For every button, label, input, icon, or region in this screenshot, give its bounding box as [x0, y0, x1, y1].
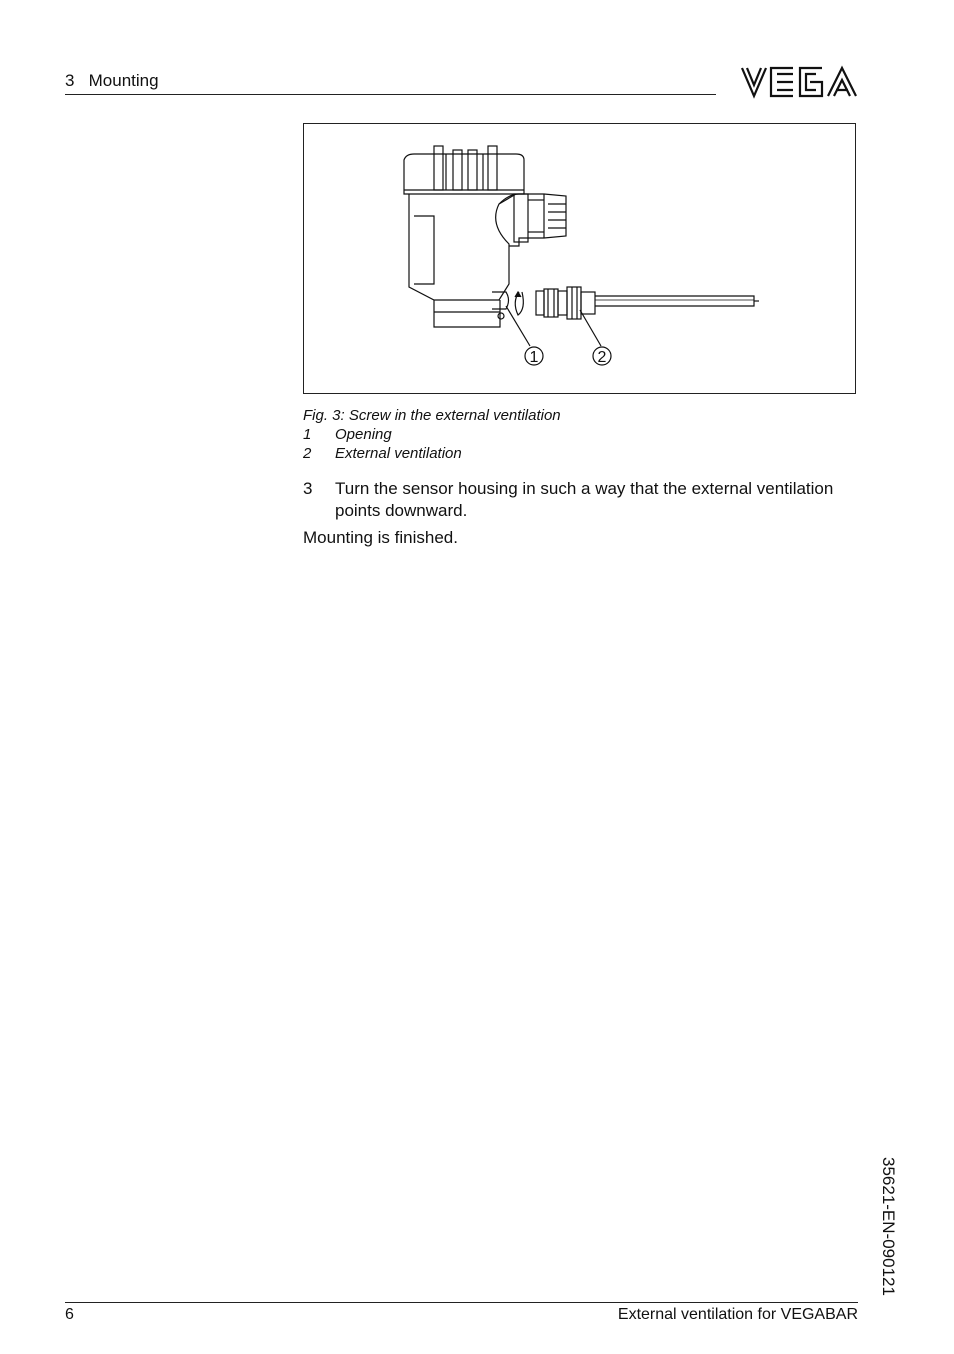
figure-frame [303, 123, 856, 394]
caption-item-number: 2 [303, 445, 312, 462]
document-id [874, 1157, 904, 1307]
footer-title: External ventilation for VEGABAR [617, 1306, 858, 1323]
caption-item-number: 1 [303, 426, 312, 443]
caption-item-text: Opening [335, 426, 392, 443]
section-heading: 3 Mounting [65, 71, 159, 90]
callout-1: 1 [529, 349, 539, 366]
callout-2: 2 [597, 349, 607, 366]
document-id-text: 35621-EN-090121 [879, 1157, 898, 1296]
step-number: 3 [303, 479, 313, 498]
figure-caption: Fig. 3: Screw in the external ventilation [303, 407, 561, 424]
step-text: Turn the sensor housing in such a way that the external ventilation points downward. [335, 479, 834, 520]
header-rule [65, 94, 716, 95]
sensor-housing-illustration [304, 124, 857, 395]
vega-logo [740, 64, 858, 100]
completion-note: Mounting is finished. [303, 528, 458, 547]
page-number: 6 [65, 1306, 74, 1323]
footer-rule [65, 1302, 858, 1303]
caption-item [303, 426, 392, 443]
caption-item [303, 445, 462, 462]
caption-item-text: External ventilation [335, 445, 462, 462]
